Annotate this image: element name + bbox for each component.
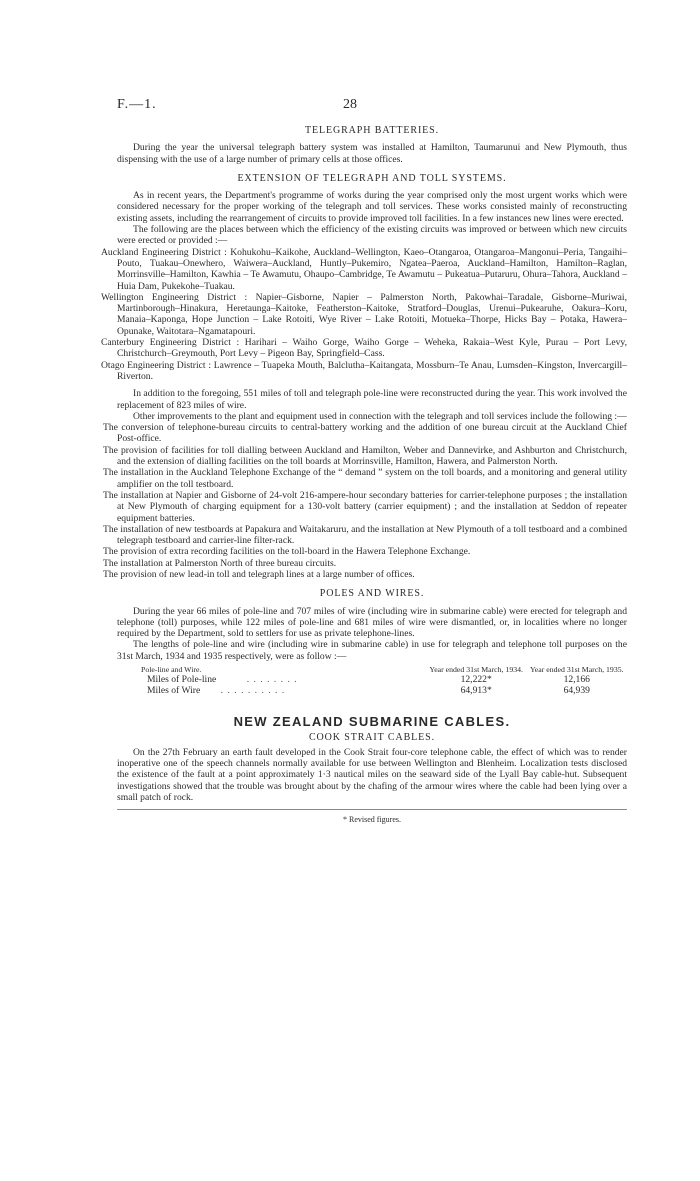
paragraph: The lengths of pole-line and wire (including wire in submarine cable) in use for telegraph and telephone toll purposes on the 31st March, 1934 and 1935 respectively, were as follow :—	[117, 639, 627, 662]
improvement-list-item: The provision of new lead-in toll and telegraph lines at a large number of offices.	[103, 568, 415, 580]
improvement-list-item: The installation at Napier and Gisborne of 24-volt 216-ampere-hour secondary batteries for carrier-telephone purposes ; the installation at New Plymouth of charging equipment for a 130-volt battery (carrier equipment) ; and the installation at Seddon of repeater equipment batteries.	[103, 489, 627, 524]
col-header-1935: Year ended 31st March, 1935.	[529, 665, 624, 675]
row-label-text: Miles of Pole-line	[147, 674, 217, 686]
value-1934: 64,913*	[460, 685, 492, 697]
improvement-list-item: The installation of new testboards at Papakura and Waitakaruru, and the installation at New Plymouth of a toll testboard and a combined telegraph testboard and carrier-line filter-rack.	[103, 523, 627, 547]
row-label	[117, 674, 426, 685]
district-list-item: Wellington Engineering District : Napier–Gisborne, Napier – Palmerston North, Pakowhai–Taradale, Gisborne–Muriwai, Martinborough–Hinakura, Heretaunga–Kaitoke, Featherston–Kaitoke, Stratford–Douglas, Urenui–Pukearuhe, Oakura–Koru, Manaia–Kaponga, Hope Junction – Lake Rotoiti, Wye River – Lake Rotoiti, Motueka–Thorpe, Hicks Bay – Potaka, Hawera–Opunake, Waitotara–Ngamatapouri.	[101, 291, 627, 337]
heading-telegraph-batteries: TELEGRAPH BATTERIES.	[304, 125, 440, 136]
leader-dots: . . . . . . . .	[246, 674, 298, 686]
district-list-item: Auckland Engineering District : Kohukohu–Kaikohe, Auckland–Wellington, Kaeo–Otangaroa, Otangaroa–Mangonui–Peria, Tangaihi–Pouto, Tuakau–Onewhero, Waiwera–Auckland, Huntly–Pukemiro, Ngatea–Paeroa, Auckland–Hamilton, Hamilton–Raglan, Morrinsville–Hamilton, Kawhia – Te Awamutu, Ohaupo–Cambridge, Te Awamutu – Pukeatua–Putaruru, Ohura–Tahora, Auckland – Huia Dam, Pukekohe–Tuakau.	[101, 246, 627, 292]
value-1935: 64,939	[563, 685, 590, 697]
subheading-cook-strait: COOK STRAIT CABLES.	[308, 732, 436, 744]
value-1934: 12,222*	[460, 674, 492, 686]
footnote: * Revised figures.	[343, 815, 401, 825]
paragraph: During the year the universal telegraph battery system was installed at Hamilton, Taumarunui and New Plymouth, thus dispensing with the use of a large number of primary cells at those offices.	[117, 142, 627, 165]
leader-dots: . . . . . . . . . .	[220, 685, 286, 697]
page-content	[101, 125, 627, 825]
heading-submarine-cables: NEW ZEALAND SUBMARINE CABLES.	[233, 714, 511, 730]
district-list-item: Otago Engineering District : Lawrence – Tuapeka Mouth, Balclutha–Kaitangata, Mossburn–Te Anau, Lumsden–Kingston, Invercargill–Riverton.	[101, 359, 627, 382]
paragraph: Other improvements to the plant and equipment used in connection with the telegraph and toll services include the following :—	[133, 410, 627, 422]
series-code: F.—1.	[117, 97, 157, 112]
improvement-list-item: The conversion of telephone-bureau circuits to central-battery working and the addition of one bureau circuit at the Auckland Chief Post-office.	[103, 422, 627, 445]
paragraph: During the year 66 miles of pole-line and 707 miles of wire (including wire in submarine cable) were erected for telegraph and telephone (toll) purposes, while 122 miles of pole-line and 681 miles of wire were dismantled, or, in localities where no longer required by the Department, sold to settlers for use as private telephone-lines.	[117, 605, 627, 640]
district-list-item: Canterbury Engineering District : Harihari – Waiho Gorge, Waiho Gorge – Weheka, Rakaia–West Kyle, Purau – Port Levy, Christchurch–Greymouth, Port Levy – Pigeon Bay, Springfield–Cass.	[101, 337, 627, 360]
table-header-row	[117, 665, 627, 674]
improvement-list-item: The installation in the Auckland Telephone Exchange of the “ demand ” system on the toll boards, and a monitoring and general utility amplifier on the toll testboard.	[103, 467, 627, 490]
heading-poles-and-wires: POLES AND WIRES.	[319, 588, 425, 600]
improvement-list-item: The provision of extra recording facilities on the toll-board in the Hawera Telephone Exchange.	[103, 546, 471, 558]
value-1935: 12,166	[563, 674, 590, 686]
pole-wire-table	[117, 665, 627, 696]
table-row	[117, 685, 627, 696]
row-label-text: Miles of Wire	[147, 685, 201, 697]
improvement-list-item: The provision of facilities for toll dialling between Auckland and Hamilton, Weber and Dannevirke, and Ashburton and Christchurch, and the extension of dialling facilities on the toll boards at Morrinsville, Hamilton, Hawera, and Palmerston North.	[103, 444, 627, 468]
col-header-label: Pole-line and Wire.	[141, 665, 202, 675]
footnote-divider	[117, 809, 627, 810]
paragraph: In addition to the foregoing, 551 miles of toll and telegraph pole-line were reconstructed during the year. This work involved the replacement of 823 miles of wire.	[117, 388, 627, 411]
paragraph: The following are the places between which the efficiency of the existing circuits was improved or between which new circuits were erected or provided :—	[117, 224, 627, 247]
heading-extension-systems: EXTENSION OF TELEGRAPH AND TOLL SYSTEMS.	[237, 172, 507, 184]
improvement-list-item: The installation at Palmerston North of three bureau circuits.	[103, 557, 337, 569]
paragraph: As in recent years, the Department's programme of works during the year comprised only the most urgent works which were considered necessary for the proper working of the telegraph and toll services. These works consisted mainly of reconstructing existing assets, including the rearrangement of circuits to provide improved toll facilities. In a few instances new lines were erected.	[117, 190, 627, 224]
page-number: 28	[343, 97, 357, 112]
row-label	[117, 685, 426, 696]
col-header-1934: Year ended 31st March, 1934.	[429, 665, 523, 675]
paragraph: On the 27th February an earth fault developed in the Cook Strait four-core telephone cable, the effect of which was to render inoperative one of the speech channels normally available for use between Wellington and Blenheim. Localization tests disclosed the existence of the fault at a point approximately 1·3 nautical miles on the seaward side of the Lyall Bay cable-hut. Subsequent investigations showed that the trouble was brought about by the chafing of the armour wires where the cable had been lying over a small patch of rock.	[117, 746, 627, 803]
table-row	[117, 674, 627, 685]
